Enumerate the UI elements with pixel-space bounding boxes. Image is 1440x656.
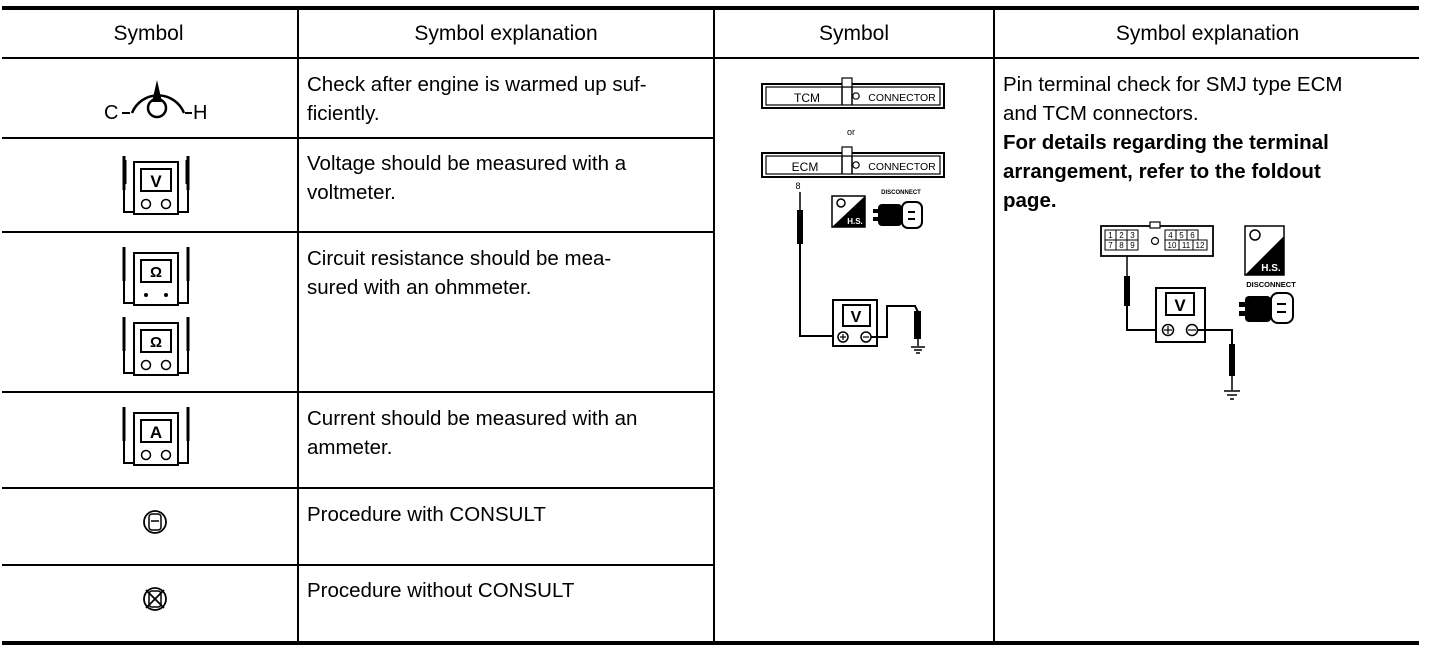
pin-cell-label: 8	[1119, 241, 1124, 250]
ammeter-letter: A	[149, 423, 163, 442]
pin-cell-label: 7	[1108, 241, 1113, 250]
hs-icon	[1245, 226, 1284, 275]
tcm-label: TCM	[794, 91, 820, 105]
explanation-text: Current should be measured with an ammeter.	[307, 407, 638, 459]
explanation-bold-text: For details regarding the terminal arrangement, refer to the foldout page.	[1003, 131, 1329, 212]
pin-cell-label: 4	[1168, 231, 1173, 240]
pin-cell-label: 3	[1130, 231, 1135, 240]
explanation-voltmeter	[307, 149, 707, 207]
voltmeter-letter: V	[1174, 296, 1186, 315]
thermometer-icon	[0, 58, 297, 138]
ohmmeter-icon	[0, 233, 297, 391]
ecm-connector-icon	[762, 147, 944, 177]
pin-terminal-diagram	[995, 218, 1420, 418]
pin-cell-label: 9	[1130, 241, 1135, 250]
voltmeter-letter: V	[850, 309, 862, 326]
consult-icon	[0, 489, 297, 565]
hs-label: H.S.	[847, 217, 863, 226]
no-consult-icon	[0, 566, 297, 642]
hs-label: H.S.	[1261, 263, 1281, 274]
tcm-connector-icon	[762, 78, 944, 108]
ecm-connector-label: CONNECTOR	[868, 161, 936, 173]
explanation-text: Voltage should be measured with a voltmeter.	[307, 152, 627, 204]
tcm-connector-label: CONNECTOR	[868, 92, 936, 104]
or-label: or	[846, 127, 856, 137]
pin-cell-label: 6	[1190, 231, 1195, 240]
ecm-label: ECM	[791, 160, 819, 174]
connector-voltmeter-diagram	[715, 58, 993, 378]
explanation-foldout-note	[1003, 128, 1413, 215]
voltmeter-icon	[1156, 288, 1240, 399]
voltmeter-icon	[833, 300, 925, 353]
disconnect-label: DISCONNECT	[881, 190, 921, 196]
explanation-ohmmeter	[307, 244, 707, 302]
explanation-ammeter	[307, 404, 707, 462]
col-divider-1	[297, 8, 299, 644]
hs-icon	[832, 196, 865, 227]
explanation-consult	[307, 500, 707, 529]
explanation-pin-terminal	[1003, 70, 1413, 128]
thermometer-hot-label: H	[193, 102, 208, 124]
header-symbol: Symbol	[113, 22, 184, 45]
explanation-text: Check after engine is warmed up suf- ficiently.	[307, 73, 647, 125]
voltmeter-icon	[0, 139, 297, 231]
pin-cell-label: 5	[1179, 231, 1184, 240]
disconnect-label: DISCONNECT	[1246, 280, 1296, 289]
explanation-text: Pin terminal check for SMJ type ECM and TCM connectors.	[1003, 73, 1343, 125]
thermometer-cold-label: C	[104, 102, 119, 124]
pin-cell-label: 10	[1167, 241, 1177, 250]
ohmmeter-letter: Ω	[149, 264, 163, 281]
voltmeter-letter: V	[150, 172, 162, 191]
header-symbol-explanation: Symbol explanation	[1115, 22, 1300, 45]
explanation-text: Procedure with CONSULT	[307, 503, 546, 526]
disconnect-icon	[873, 202, 922, 228]
pin-cell-label: 2	[1119, 231, 1124, 240]
pin-number-label: 8	[795, 181, 801, 191]
pin-cell-label: 12	[1195, 241, 1205, 250]
disconnect-icon	[1239, 293, 1293, 323]
ohmmeter-letter: Ω	[149, 334, 163, 351]
explanation-warm-up	[307, 70, 707, 128]
header-symbol-explanation: Symbol explanation	[414, 22, 598, 45]
pin-cell-label: 1	[1108, 231, 1113, 240]
table-top-border	[2, 6, 1419, 10]
pin-cell-label: 11	[1181, 241, 1191, 250]
explanation-no-consult	[307, 576, 707, 605]
explanation-text: Circuit resistance should be mea- sured with an ohmmeter.	[307, 247, 612, 299]
header-symbol: Symbol	[818, 22, 890, 45]
explanation-text: Procedure without CONSULT	[307, 579, 575, 602]
ammeter-icon	[0, 393, 297, 487]
